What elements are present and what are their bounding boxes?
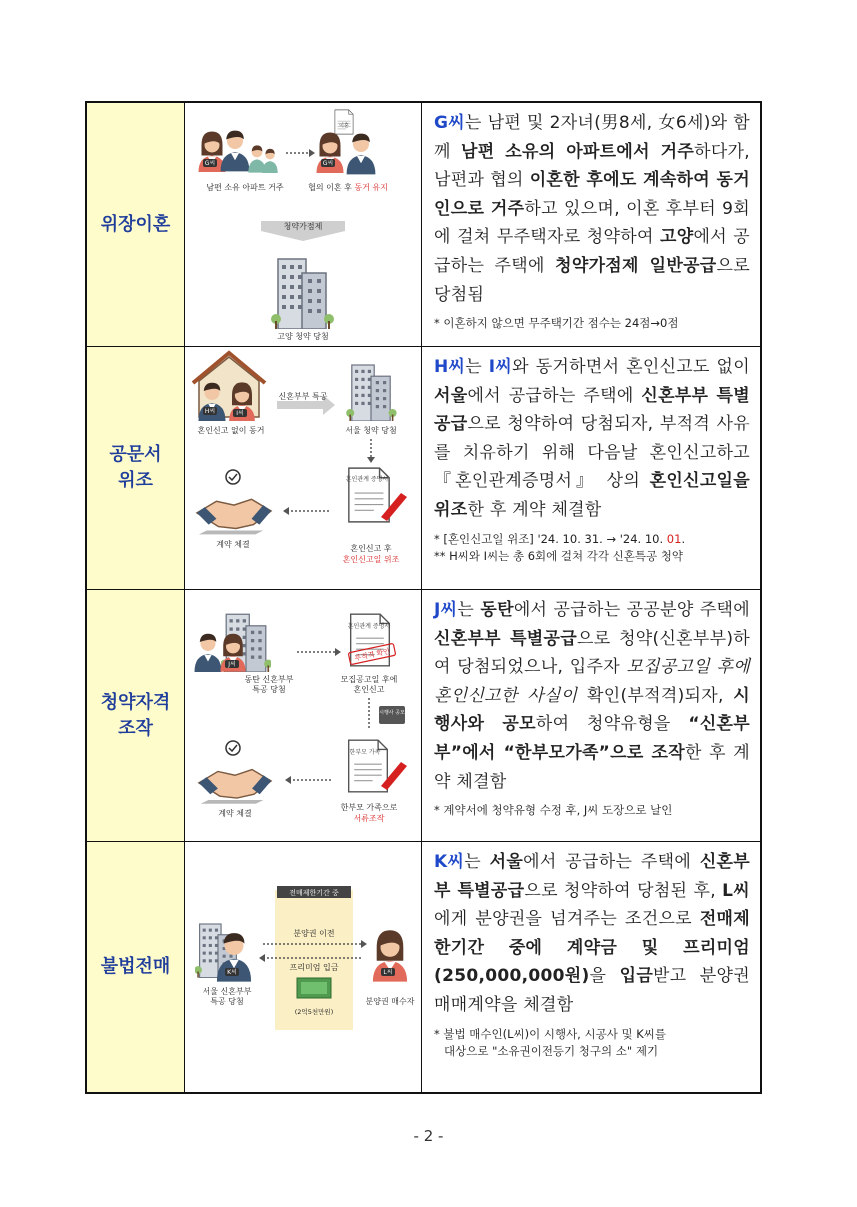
- case-description: J씨는 동탄에서 공급하는 공공분양 주택에 신혼부부 특별공급으로 청약(신혼부부)하여 당첨되었으나, 입주자 모집공고일 후에 혼인신고한 사실이 확인(부적격)되자, 시행사와 공모하여 청약유형을 “신혼부부”에서 “한부모가족”으로 조작한 후 계약 체결함: [434, 600, 751, 792]
- caption: 고양 청약 당첨: [277, 332, 329, 341]
- arrow-label: 신혼부부 특공: [278, 392, 328, 401]
- check-icon: [226, 741, 240, 755]
- category-label: 공문서 위조: [109, 444, 162, 491]
- page-number: - 2 -: [413, 1127, 444, 1145]
- stamp-label: 부적격 확인: [353, 647, 391, 663]
- description-cell: [422, 590, 760, 841]
- document-icon: [349, 740, 388, 792]
- caption: 남편 소유 아파트 거주: [206, 183, 284, 192]
- badge-label: J씨: [228, 661, 236, 668]
- category-cell: [87, 842, 185, 1092]
- illustration-cell: [185, 103, 422, 346]
- arrow-label: 프리미엄 입금: [289, 963, 339, 972]
- case-row: [87, 347, 760, 590]
- caption: 특공 당첨: [210, 997, 244, 1006]
- case-row: [87, 590, 760, 842]
- caption: 동탄 신혼부부: [244, 675, 294, 684]
- footnote: * 계약서에 청약유형 수정 후, J씨 도장으로 날인: [434, 803, 673, 818]
- resale-illustration: [185, 842, 421, 1091]
- caption: 계약 체결: [216, 540, 250, 549]
- badge-label: I씨: [236, 410, 244, 417]
- child-icon: [262, 149, 277, 173]
- document-icon: [335, 110, 353, 134]
- category-label: 불법전매: [100, 956, 171, 977]
- description-cell: [422, 347, 760, 589]
- doc-label: 한부모 가족: [349, 749, 381, 756]
- illustration-cell: [185, 842, 422, 1092]
- money-label: (2억5천만원): [294, 1008, 334, 1016]
- doc-label: 혼인관계 증명서: [347, 623, 391, 630]
- case-table: [85, 101, 762, 1094]
- footnote: * 불법 매수인(L씨)이 시행사, 시공사 및 K씨를: [434, 1026, 667, 1041]
- category-label: 위장이혼: [100, 213, 171, 235]
- qualification-illustration: [185, 590, 421, 841]
- case-description: G씨는 남편 및 2자녀(男8세, 女6세)와 함께 남편 소유의 아파트에서 거주하다가, 남편과 협의 이혼한 후에도 계속하여 동거인으로 거주하고 있으며, 이혼 후부터 9회에 걸쳐 무주택자로 청약하여 고양에서 공급하는 주택에 청약가점제 일반공급으로 당첨됨: [434, 113, 750, 305]
- badge-label: L씨: [383, 969, 393, 976]
- building-icon: [271, 259, 334, 329]
- handshake-icon: [197, 499, 271, 534]
- caption: 한부모 가족으로: [340, 803, 398, 812]
- handshake-icon: [199, 770, 271, 804]
- footnote: * 이혼하지 않으면 무주택기간 점수는 24점→0점: [434, 316, 679, 331]
- man-icon: [347, 134, 376, 175]
- description-cell: [422, 842, 760, 1092]
- caption: 특공 당첨: [252, 685, 286, 694]
- caption: 혼인신고 후: [350, 544, 392, 553]
- category-label: 청약자격 조작: [100, 691, 171, 739]
- illustration-cell: [185, 590, 422, 841]
- man-icon: [195, 634, 222, 672]
- caption: 서울 신혼부부: [202, 987, 252, 996]
- caption: 모집공고일 후에: [340, 675, 398, 684]
- caption: 계약 체결: [218, 809, 252, 818]
- case-row: [87, 842, 760, 1092]
- tag-label: 시행사 공모: [379, 710, 405, 716]
- building-icon: [346, 365, 396, 421]
- caption: 혼인신고: [353, 685, 385, 694]
- description-cell: [422, 103, 760, 346]
- check-icon: [226, 470, 240, 484]
- caption: 혼인신고일 위조: [342, 555, 400, 564]
- category-cell: [87, 103, 185, 346]
- badge-label: K씨: [227, 969, 237, 976]
- badge-label: G씨: [204, 160, 216, 167]
- man-icon: [221, 131, 250, 172]
- caption: 서울 청약 당첨: [345, 426, 397, 435]
- arrow-label: 분양권 이전: [293, 929, 335, 938]
- footnote: 대상으로 "소유권이전등기 청구의 소" 제기: [444, 1043, 659, 1058]
- caption: 혼인신고 없이 동거: [197, 426, 265, 435]
- badge-label: H씨: [204, 408, 216, 415]
- footnote: * [혼인신고일 위조] '24. 10. 31. → '24. 10. 01.: [434, 531, 686, 546]
- caption: 분양권 매수자: [365, 997, 415, 1006]
- illustration-cell: [185, 347, 422, 589]
- case-description: K씨는 서울에서 공급하는 주택에 신혼부부 특별공급으로 청약하여 당첨된 후, L씨에게 분양권을 넘겨주는 조건으로 전매제한기간 중에 계약금 및 프리미엄(250,000,000원)을 입금받고 분양권 매매계약을 체결함: [434, 852, 750, 1015]
- footnote: ** H씨와 I씨는 총 6회에 걸쳐 각각 신혼특공 청약: [434, 548, 683, 563]
- arrow-label: 청약가점제: [283, 222, 323, 231]
- divorce-illustration: [185, 103, 421, 346]
- caption: 협의 이혼 후 동거 유지: [308, 183, 388, 192]
- doc-label: 혼인관계 증명서: [345, 476, 389, 483]
- caption: 서류조작: [353, 814, 385, 823]
- case-description: H씨는 I씨와 동거하면서 혼인신고도 없이 서울에서 공급하는 주택에 신혼부부 특별공급으로 청약하여 당첨되자, 부적격 사유를 치유하기 위해 다음날 혼인신고하고 『혼인관계증명서』 상의 혼인신고일을 위조한 후 계약 체결함: [434, 357, 750, 520]
- forgery-illustration: [185, 347, 421, 589]
- category-cell: [87, 590, 185, 841]
- tag-label: 전매제한기간 중: [289, 889, 339, 897]
- case-row: [87, 103, 760, 347]
- doc-label: 이혼: [339, 123, 349, 129]
- category-cell: [87, 347, 185, 589]
- badge-label: G씨: [322, 160, 334, 167]
